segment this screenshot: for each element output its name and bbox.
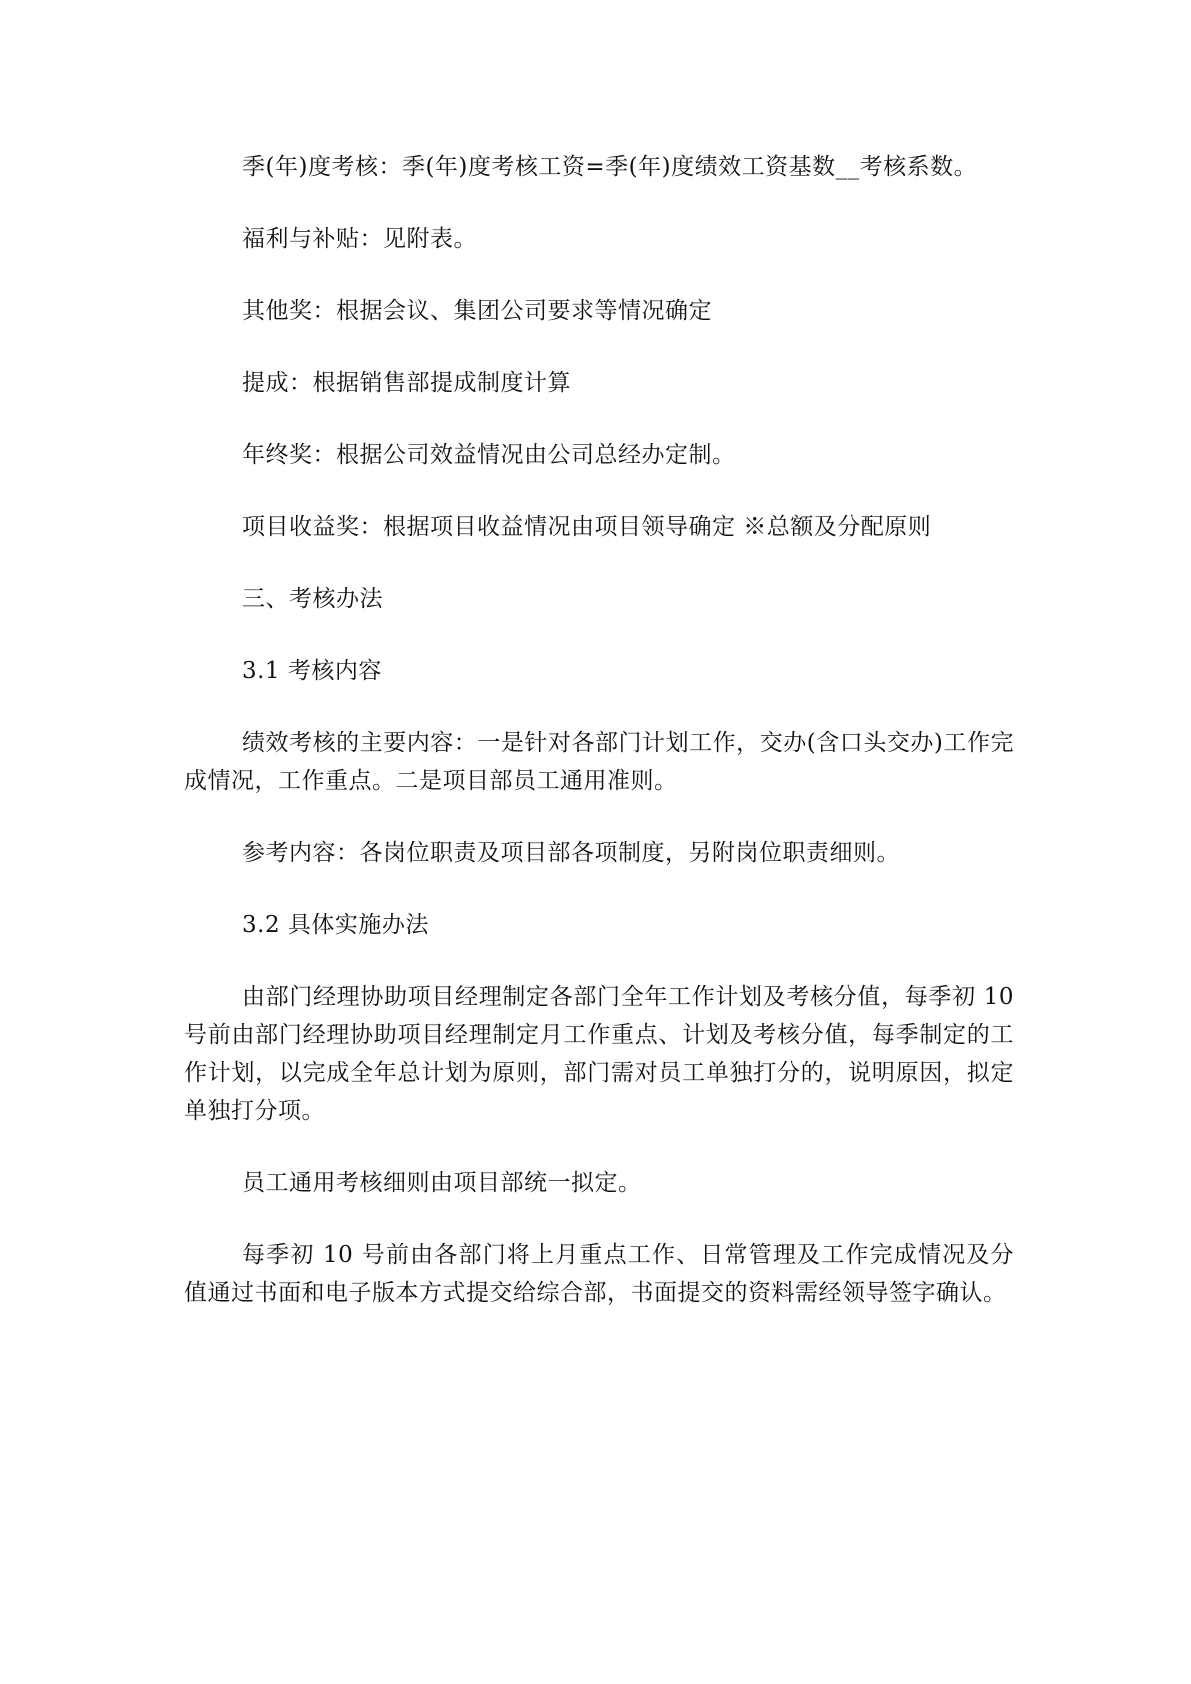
paragraph-project-bonus: 项目收益奖：根据项目收益情况由项目领导确定 ※总额及分配原则 [242,514,932,540]
paragraph-benefits: 福利与补贴：见附表。 [242,226,477,252]
subsection-heading-assessment-content: 3.1 考核内容 [242,658,382,684]
subsection-heading-implementation: 3.2 具体实施办法 [242,912,429,938]
section-heading-assessment-method: 三、考核办法 [242,586,383,612]
paragraph-other-awards: 其他奖：根据会议、集团公司要求等情况确定 [242,298,712,324]
paragraph-reference-content: 参考内容：各岗位职责及项目部各项制度，另附岗位职责细则。 [242,840,900,866]
paragraph-quarterly-assessment: 季(年)度考核：季(年)度考核工资=季(年)度绩效工资基数__考核系数。 [242,154,978,180]
paragraph-year-end-bonus: 年终奖：根据公司效益情况由公司总经办定制。 [242,442,736,468]
paragraph-main-content: 绩效考核的主要内容：一是针对各部门计划工作，交办(含口头交办)工作完成情况，工作重点。二是项目部员工通用准则。 [184,730,1014,794]
paragraph-submission: 每季初 10 号前由各部门将上月重点工作、日常管理及工作完成情况及分值通过书面和电子版本方式提交给综合部，书面提交的资料需经领导签字确认。 [184,1242,1014,1306]
paragraph-commission: 提成：根据销售部提成制度计算 [242,370,571,396]
paragraph-general-rules: 员工通用考核细则由项目部统一拟定。 [242,1170,642,1196]
document-page [184,148,1014,1346]
paragraph-implementation-detail: 由部门经理协助项目经理制定各部门全年工作计划及考核分值，每季初 10 号前由部门经理协助项目经理制定月工作重点、计划及考核分值，每季制定的工作计划，以完成全年总计划为原则，部门需对员工单独打分的，说明原因，拟定单独打分项。 [184,984,1014,1124]
